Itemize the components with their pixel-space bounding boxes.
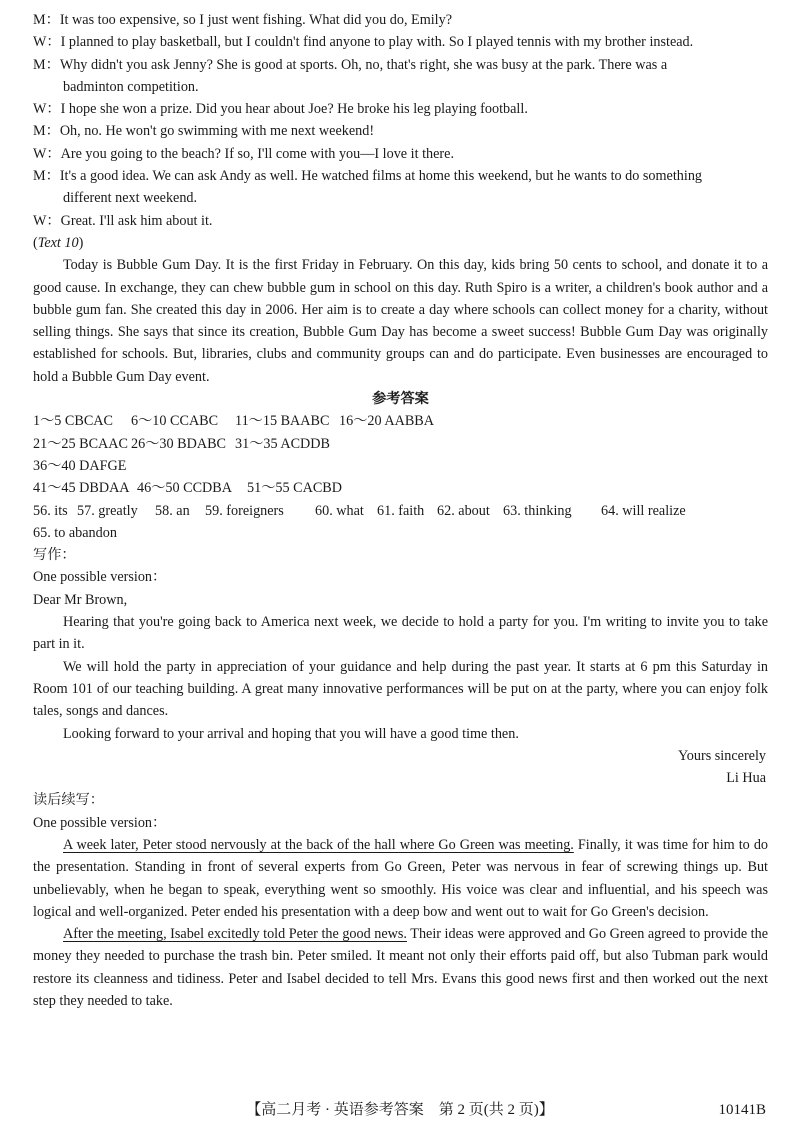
dialogue-text: Great. I'll ask him about it.	[60, 212, 213, 229]
speaker-label: M：	[33, 56, 60, 73]
given-opening-sentence: A week later, Peter stood nervously at the back of the hall where Go Green was meeting.	[63, 836, 574, 853]
version-label: One possible version：	[33, 814, 167, 831]
letter-paragraph: Hearing that you're going back to America next week, we decide to hold a party for you. I'm writing to invite you to take part in it.	[33, 614, 768, 653]
answer-key-title: 参考答案	[372, 391, 429, 408]
answer-key-section	[33, 388, 768, 544]
text10-label: (Text 10)	[33, 234, 84, 251]
writing-heading: 写作：	[33, 547, 76, 564]
dialogue-text: Are you going to the beach? If so, I'll come with you—I love it there.	[60, 145, 454, 162]
speaker-label: M：	[33, 123, 60, 140]
dialogue-section	[33, 9, 768, 232]
continuation-paragraph: After the meeting, Isabel excitedly told Peter the good news. Their ideas were approved and Go Green agreed to provide the money they needed to purchase the trash bin. Peter smiled. It meant not only their efforts paid off, but also Tubman park would restore its cleanness and tidiness. Peter and Isabel decided to tell Mrs. Evans this good news first and then worked out the next step they needed to take.	[33, 926, 768, 1010]
given-opening-sentence: After the meeting, Isabel excitedly told Peter the good news.	[63, 926, 407, 943]
answer-sheet-page	[33, 9, 768, 1012]
answer-row: 36～40 DAFGE	[33, 457, 127, 474]
letter-paragraph: Looking forward to your arrival and hoping that you will have a good time then.	[63, 725, 519, 742]
page-footer: 【高二月考 · 英语参考答案 第 2 页(共 2 页)】	[246, 1102, 554, 1118]
dialogue-line	[33, 165, 768, 187]
dialogue-line	[33, 143, 768, 165]
text10-section	[33, 232, 768, 388]
answer-row: 1～5 CBCAC 6～10 CCABC 11～15 BAABC 16～20 AABBA	[33, 413, 434, 430]
dialogue-text: I planned to play basketball, but I couldn't find anyone to play with. So I played tennis with my brother instead.	[60, 34, 694, 51]
dialogue-line	[33, 31, 768, 53]
speaker-label: W：	[33, 145, 61, 162]
paper-code: 10141B	[718, 1102, 766, 1118]
answer-row: 41～45 DBDAA 46～50 CCDBA 51～55 CACBD	[33, 480, 342, 497]
dialogue-continuation: badminton competition.	[63, 78, 199, 95]
dialogue-text: It's a good idea. We can ask Andy as well. He watched films at home this weekend, but he wants to do something	[59, 168, 703, 185]
continuation-paragraph: A week later, Peter stood nervously at the back of the hall where Go Green was meeting. Finally, it was time for him to do the presentation. Standing in front of several experts from Go Green, Peter was nervous in fear of screwing things up. But unbelievably, when he began to speak, everything went so smoothly. His voice was clear and influential, and his speech was logical and well-organized. Peter ended his presentation with a deep bow and went out to wait for Go Green's decision.	[33, 836, 769, 920]
answer-row: 65. to abandon	[33, 524, 117, 541]
letter-closing: Yours sincerely	[677, 747, 766, 764]
speaker-label: W：	[33, 101, 61, 118]
dialogue-line	[33, 120, 768, 142]
speaker-label: W：	[33, 212, 61, 229]
writing-section	[33, 544, 768, 789]
speaker-label: W：	[33, 34, 61, 51]
dialogue-line	[33, 210, 768, 232]
dialogue-line	[33, 9, 768, 31]
dialogue-text: It was too expensive, so I just went fishing. What did you do, Emily?	[59, 12, 453, 28]
continuation-section	[33, 789, 768, 1012]
dialogue-line	[33, 54, 768, 76]
answer-row: 21～25 BCAAC 26～30 BDABC 31～35 ACDDB	[33, 435, 330, 452]
continuation-heading: 读后续写：	[33, 792, 104, 809]
dialogue-continuation: different next weekend.	[63, 190, 198, 207]
text10-paragraph: Today is Bubble Gum Day. It is the first Friday in February. On this day, kids bring 50 cents to school, and donate it to a good cause. In exchange, they can chew bubble gum in school on this day. Ruth Spiro is a writer, a children's book author and a bubble gum fan. She created this day in 2006. Her aim is to create a day where schools can collect money for a charity, without selling things. She says that since its creation, Bubble Gum Day has become a sweet success! Bubble Gum Day was originally established for schools. But, libraries, clubs and community groups can and do participate. Even businesses are encouraged to hold a Bubble Gum Day event.	[33, 257, 768, 385]
version-label: One possible version：	[33, 569, 167, 586]
dialogue-text: Why didn't you ask Jenny? She is good at sports. Oh, no, that's right, she was busy at the park. There was a	[59, 56, 668, 73]
speaker-label: M：	[33, 12, 60, 28]
dialogue-line	[33, 98, 768, 120]
letter-paragraph: We will hold the party in appreciation of your guidance and help during the past year. It starts at 6 pm this Saturday in Room 101 of our teaching building. A great many innovative performances will be put on at the party, where you can enjoy folk tales, songs and dances.	[33, 658, 768, 720]
speaker-label: M：	[33, 168, 60, 185]
dialogue-text: Oh, no. He won't go swimming with me next weekend!	[59, 123, 375, 140]
dialogue-text: I hope she won a prize. Did you hear about Joe? He broke his leg playing football.	[60, 101, 528, 118]
letter-salutation: Dear Mr Brown,	[33, 591, 128, 608]
answer-row: 56. its 57. greatly 58. an 59. foreigners 60. what 61. faith 62. about 63. thinking 64. will realize	[33, 502, 686, 519]
letter-signature: Li Hua	[726, 770, 766, 787]
